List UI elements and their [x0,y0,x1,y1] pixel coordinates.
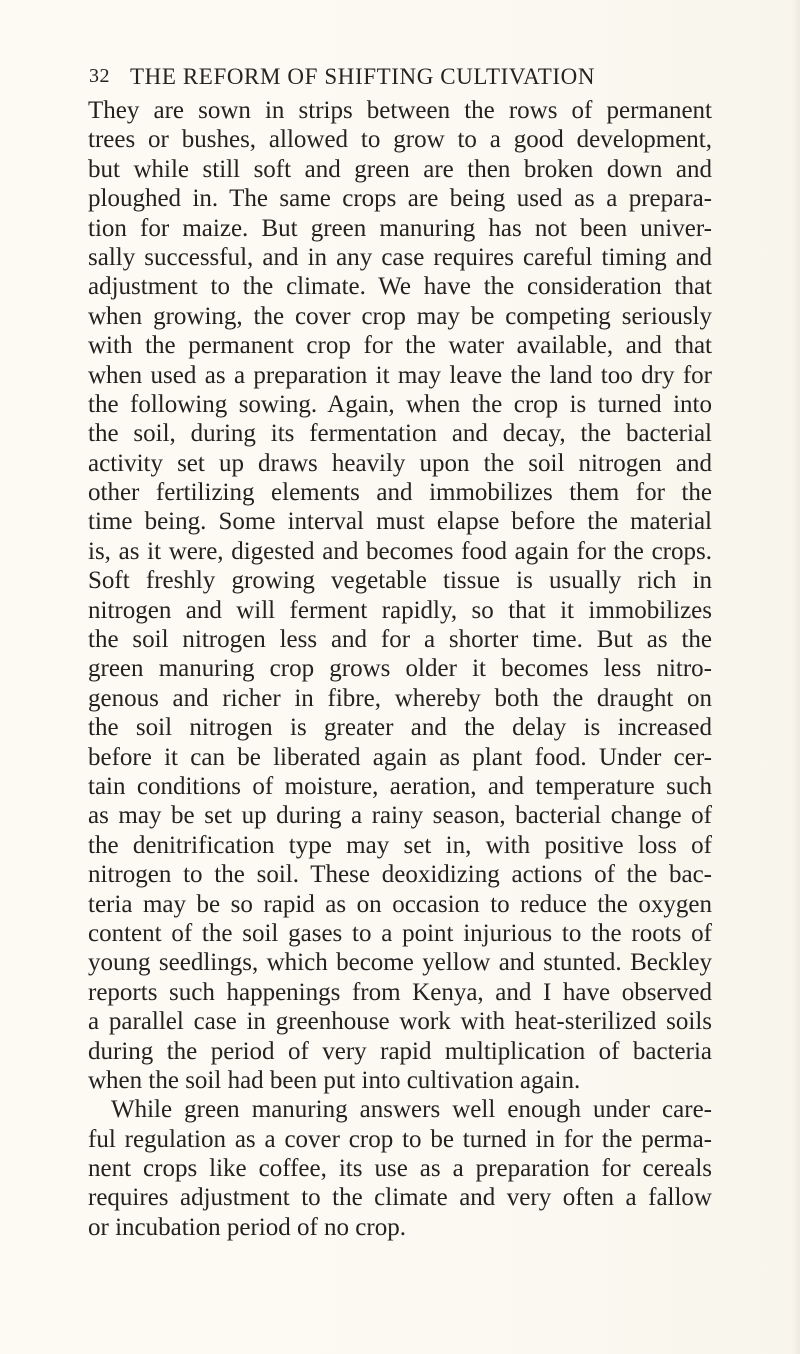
text-line: teria may be so rapid as on occasion to reduce the oxygen [88,890,712,918]
text-line: ploughed in. The same crops are being used as a prepara- [88,185,712,213]
text-line: is, as it were, digested and becomes food again for the crops. [88,537,712,565]
text-line: green manuring crop grows older it becomes less nitro- [88,655,712,683]
paragraph-2 [88,1095,712,1242]
text-line: nitrogen and will ferment rapidly, so that it immobilizes [88,596,712,624]
body-text [88,96,712,1242]
text-line: other fertilizing elements and immobilizes them for the [88,479,712,507]
text-line: requires adjustment to the climate and very often a fallow [88,1184,712,1212]
text-line: While green manuring answers well enough under care- [111,1096,712,1124]
text-line: young seedlings, which become yellow and stunted. Beckley [88,949,712,977]
text-line: trees or bushes, allowed to grow to a good development, [88,126,712,154]
text-line: during the period of very rapid multiplication of bacteria [88,1037,712,1065]
text-line: activity set up draws heavily upon the soil nitrogen and [88,449,712,477]
text-line: tion for maize. But green manuring has not been univer- [88,214,712,242]
text-line: with the permanent crop for the water available, and that [88,332,712,360]
page-edge-shadow [792,0,800,1354]
text-line: They are sown in strips between the rows of permanent [88,97,712,124]
text-line: before it can be liberated again as plant food. Under cer- [88,743,712,771]
page-header [89,64,711,96]
text-line: genous and richer in fibre, whereby both the draught on [88,684,712,712]
text-line: a parallel case in greenhouse work with heat-sterilized soils [88,1008,712,1036]
text-line: the soil, during its fermentation and decay, the bacterial [88,420,712,448]
text-line: when used as a preparation it may leave the land too dry for [88,361,712,389]
text-line: nitrogen to the soil. These deoxidizing actions of the bac- [88,861,712,889]
text-line: when growing, the cover crop may be competing seriously [88,302,712,330]
text-line: content of the soil gases to a point injurious to the roots of [88,919,712,947]
text-line: adjustment to the climate. We have the consideration that [88,273,712,301]
text-line: the following sowing. Again, when the crop is turned into [88,390,712,418]
text-line: the soil nitrogen less and for a shorter time. But as the [88,626,712,654]
text-line: sally successful, and in any case requires careful timing and [88,243,712,271]
text-line: reports such happenings from Kenya, and I have observed [88,978,712,1006]
text-line: or incubation period of no crop. [88,1213,406,1241]
text-line: as may be set up during a rainy season, bacterial change of [88,802,712,830]
text-line: but while still soft and green are then broken down and [88,155,712,183]
text-line: Soft freshly growing vegetable tissue is usually rich in [88,567,712,595]
running-title: THE REFORM OF SHIFTING CULTIVATION [130,64,596,89]
text-line: time being. Some interval must elapse before the material [88,508,712,536]
text-line: tain conditions of moisture, aeration, and temperature such [88,772,712,800]
page-number: 32 [89,65,110,87]
text-line: when the soil had been put into cultivation again. [88,1066,581,1094]
text-line: ful regulation as a cover crop to be turned in for the perma- [88,1125,712,1153]
text-line: nent crops like coffee, its use as a preparation for cereals [88,1155,712,1183]
text-line: the soil nitrogen is greater and the delay is increased [88,714,712,742]
paragraph-1 [88,96,712,1095]
text-line: the denitrification type may set in, with positive loss of [88,831,712,859]
